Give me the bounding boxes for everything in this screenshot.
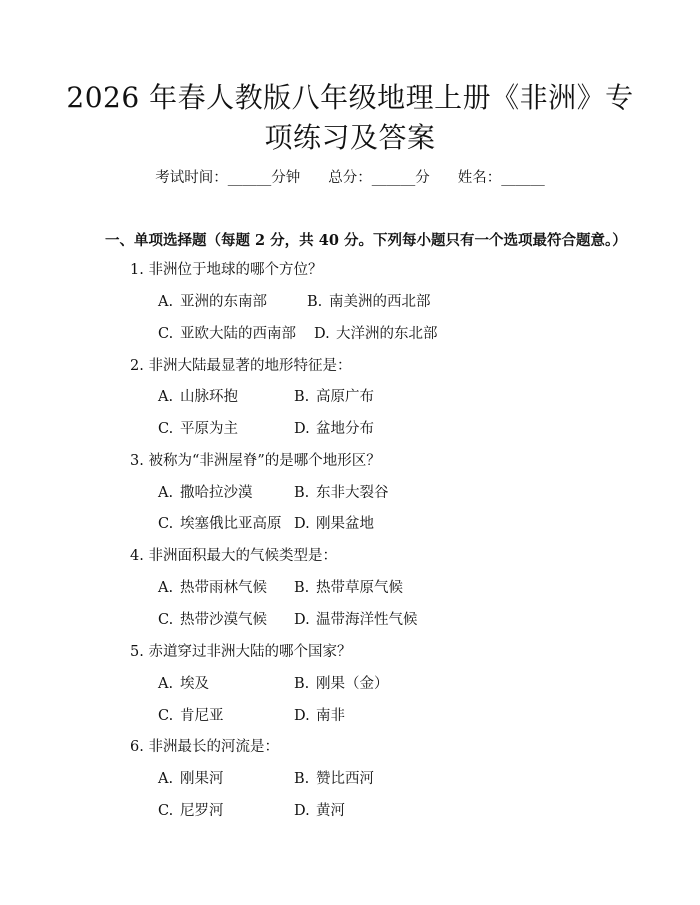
option-text: 刚果河 xyxy=(180,771,224,787)
option-text: 南非 xyxy=(316,708,345,724)
question-stem: 1. 非洲位于地球的哪个方位？ xyxy=(130,262,323,278)
option-letter: B. xyxy=(294,485,310,501)
option-a xyxy=(158,673,209,695)
option-text: 尼罗河 xyxy=(180,803,224,819)
option-text: 刚果盆地 xyxy=(316,516,374,532)
exam-time-field: 考试时间：______分钟 xyxy=(155,170,301,186)
option-letter: B. xyxy=(294,771,310,787)
option-b xyxy=(294,482,389,504)
question-stem: 4. 非洲面积最大的气候类型是： xyxy=(130,548,337,564)
option-b xyxy=(294,577,403,599)
option-d xyxy=(294,705,345,727)
option-a xyxy=(158,386,238,408)
option-c xyxy=(158,705,224,727)
title-line-1: 2026 年春人教版八年级地理上册《非洲》专 xyxy=(66,81,634,114)
option-letter: D. xyxy=(314,326,330,342)
option-c xyxy=(158,609,267,631)
option-letter: D. xyxy=(294,612,310,628)
option-text: 黄河 xyxy=(316,803,345,819)
option-letter: B. xyxy=(294,676,310,692)
option-letter: B. xyxy=(294,389,310,405)
option-letter: A. xyxy=(158,485,174,501)
option-c xyxy=(158,418,238,440)
student-name-field: 姓名：______ xyxy=(457,170,545,186)
option-letter: C. xyxy=(158,708,174,724)
option-letter: D. xyxy=(294,421,310,437)
option-text: 热带雨林气候 xyxy=(180,580,267,596)
option-letter: C. xyxy=(158,516,174,532)
option-c xyxy=(158,323,296,345)
option-letter: A. xyxy=(158,294,174,310)
document-title xyxy=(0,78,700,158)
title-line-2: 项练习及答案 xyxy=(264,121,436,154)
option-d xyxy=(294,609,418,631)
option-letter: A. xyxy=(158,676,174,692)
option-text: 大洋洲的东北部 xyxy=(336,326,438,342)
option-d xyxy=(314,323,438,345)
option-letter: D. xyxy=(294,803,310,819)
option-text: 亚欧大陆的西南部 xyxy=(180,326,296,342)
option-text: 刚果（金） xyxy=(316,676,389,692)
option-text: 肯尼亚 xyxy=(180,708,224,724)
option-b xyxy=(294,768,374,790)
option-text: 埃及 xyxy=(180,676,209,692)
option-letter: A. xyxy=(158,580,174,596)
option-text: 南美洲的西北部 xyxy=(329,294,431,310)
question-stem: 2. 非洲大陆最显著的地形特征是： xyxy=(130,358,352,374)
option-letter: C. xyxy=(158,421,174,437)
option-text: 温带海洋性气候 xyxy=(316,612,418,628)
section-heading: 一、单项选择题（每题 2 分，共 40 分。下列每小题只有一个选项最符合题意。） xyxy=(105,232,627,249)
option-d xyxy=(294,513,374,535)
option-d xyxy=(294,418,374,440)
option-a xyxy=(158,291,267,313)
question-stem: 3. 被称为“非洲屋脊”的是哪个地形区？ xyxy=(130,453,381,469)
option-text: 盆地分布 xyxy=(316,421,374,437)
option-text: 高原广布 xyxy=(316,389,374,405)
option-text: 撒哈拉沙漠 xyxy=(180,485,253,501)
option-a xyxy=(158,482,253,504)
option-text: 东非大裂谷 xyxy=(316,485,389,501)
option-b xyxy=(294,386,374,408)
option-a xyxy=(158,577,267,599)
option-text: 赞比西河 xyxy=(316,771,374,787)
option-letter: A. xyxy=(158,771,174,787)
option-c xyxy=(158,513,282,535)
option-text: 埃塞俄比亚高原 xyxy=(180,516,282,532)
option-letter: D. xyxy=(294,708,310,724)
option-text: 热带沙漠气候 xyxy=(180,612,267,628)
option-letter: D. xyxy=(294,516,310,532)
option-b xyxy=(307,291,431,313)
option-b xyxy=(294,673,389,695)
option-letter: C. xyxy=(158,326,174,342)
question-stem: 5. 赤道穿过非洲大陆的哪个国家？ xyxy=(130,644,352,660)
option-a xyxy=(158,768,224,790)
option-text: 平原为主 xyxy=(180,421,238,437)
exam-info-line xyxy=(0,167,700,189)
option-text: 山脉环抱 xyxy=(180,389,238,405)
option-text: 亚洲的东南部 xyxy=(180,294,267,310)
total-score-field: 总分：______分 xyxy=(328,170,430,186)
option-letter: A. xyxy=(158,389,174,405)
option-letter: B. xyxy=(294,580,310,596)
option-letter: B. xyxy=(307,294,323,310)
option-letter: C. xyxy=(158,803,174,819)
option-d xyxy=(294,800,345,822)
question-stem: 6. 非洲最长的河流是： xyxy=(130,739,279,755)
option-text: 热带草原气候 xyxy=(316,580,403,596)
option-c xyxy=(158,800,224,822)
option-letter: C. xyxy=(158,612,174,628)
